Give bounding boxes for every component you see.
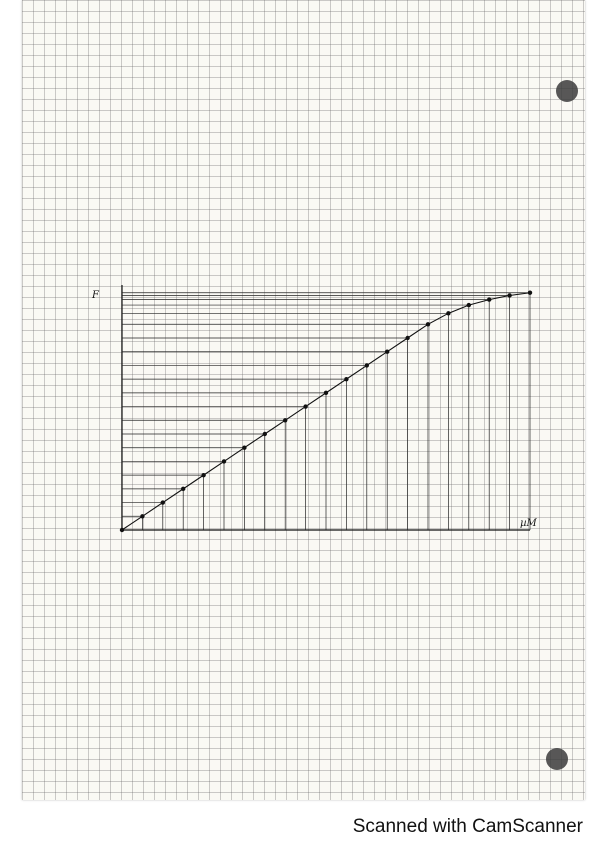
data-point (120, 528, 124, 532)
scanner-watermark: Scanned with CamScanner (352, 816, 583, 837)
data-point (405, 336, 409, 340)
scroll-bubble-icon[interactable] (546, 748, 568, 770)
data-point (140, 514, 144, 518)
data-point (426, 322, 430, 326)
data-point (222, 459, 226, 463)
data-point (201, 473, 205, 477)
y-unit-label: F (92, 290, 99, 301)
data-point (161, 500, 165, 504)
data-point (303, 404, 307, 408)
data-point (344, 377, 348, 381)
data-point (263, 432, 267, 436)
data-point (385, 350, 389, 354)
scroll-bubble-icon[interactable] (556, 80, 578, 102)
data-point (487, 297, 491, 301)
data-point (446, 311, 450, 315)
data-point (242, 446, 246, 450)
data-point (181, 487, 185, 491)
data-point (365, 363, 369, 367)
data-point (283, 418, 287, 422)
data-point (507, 293, 511, 297)
data-point (324, 391, 328, 395)
fluorescence-calibration-chart (80, 280, 550, 550)
data-point (467, 303, 471, 307)
data-point (528, 291, 532, 295)
chart-svg (80, 280, 550, 550)
x-unit-label: µM (520, 518, 537, 529)
